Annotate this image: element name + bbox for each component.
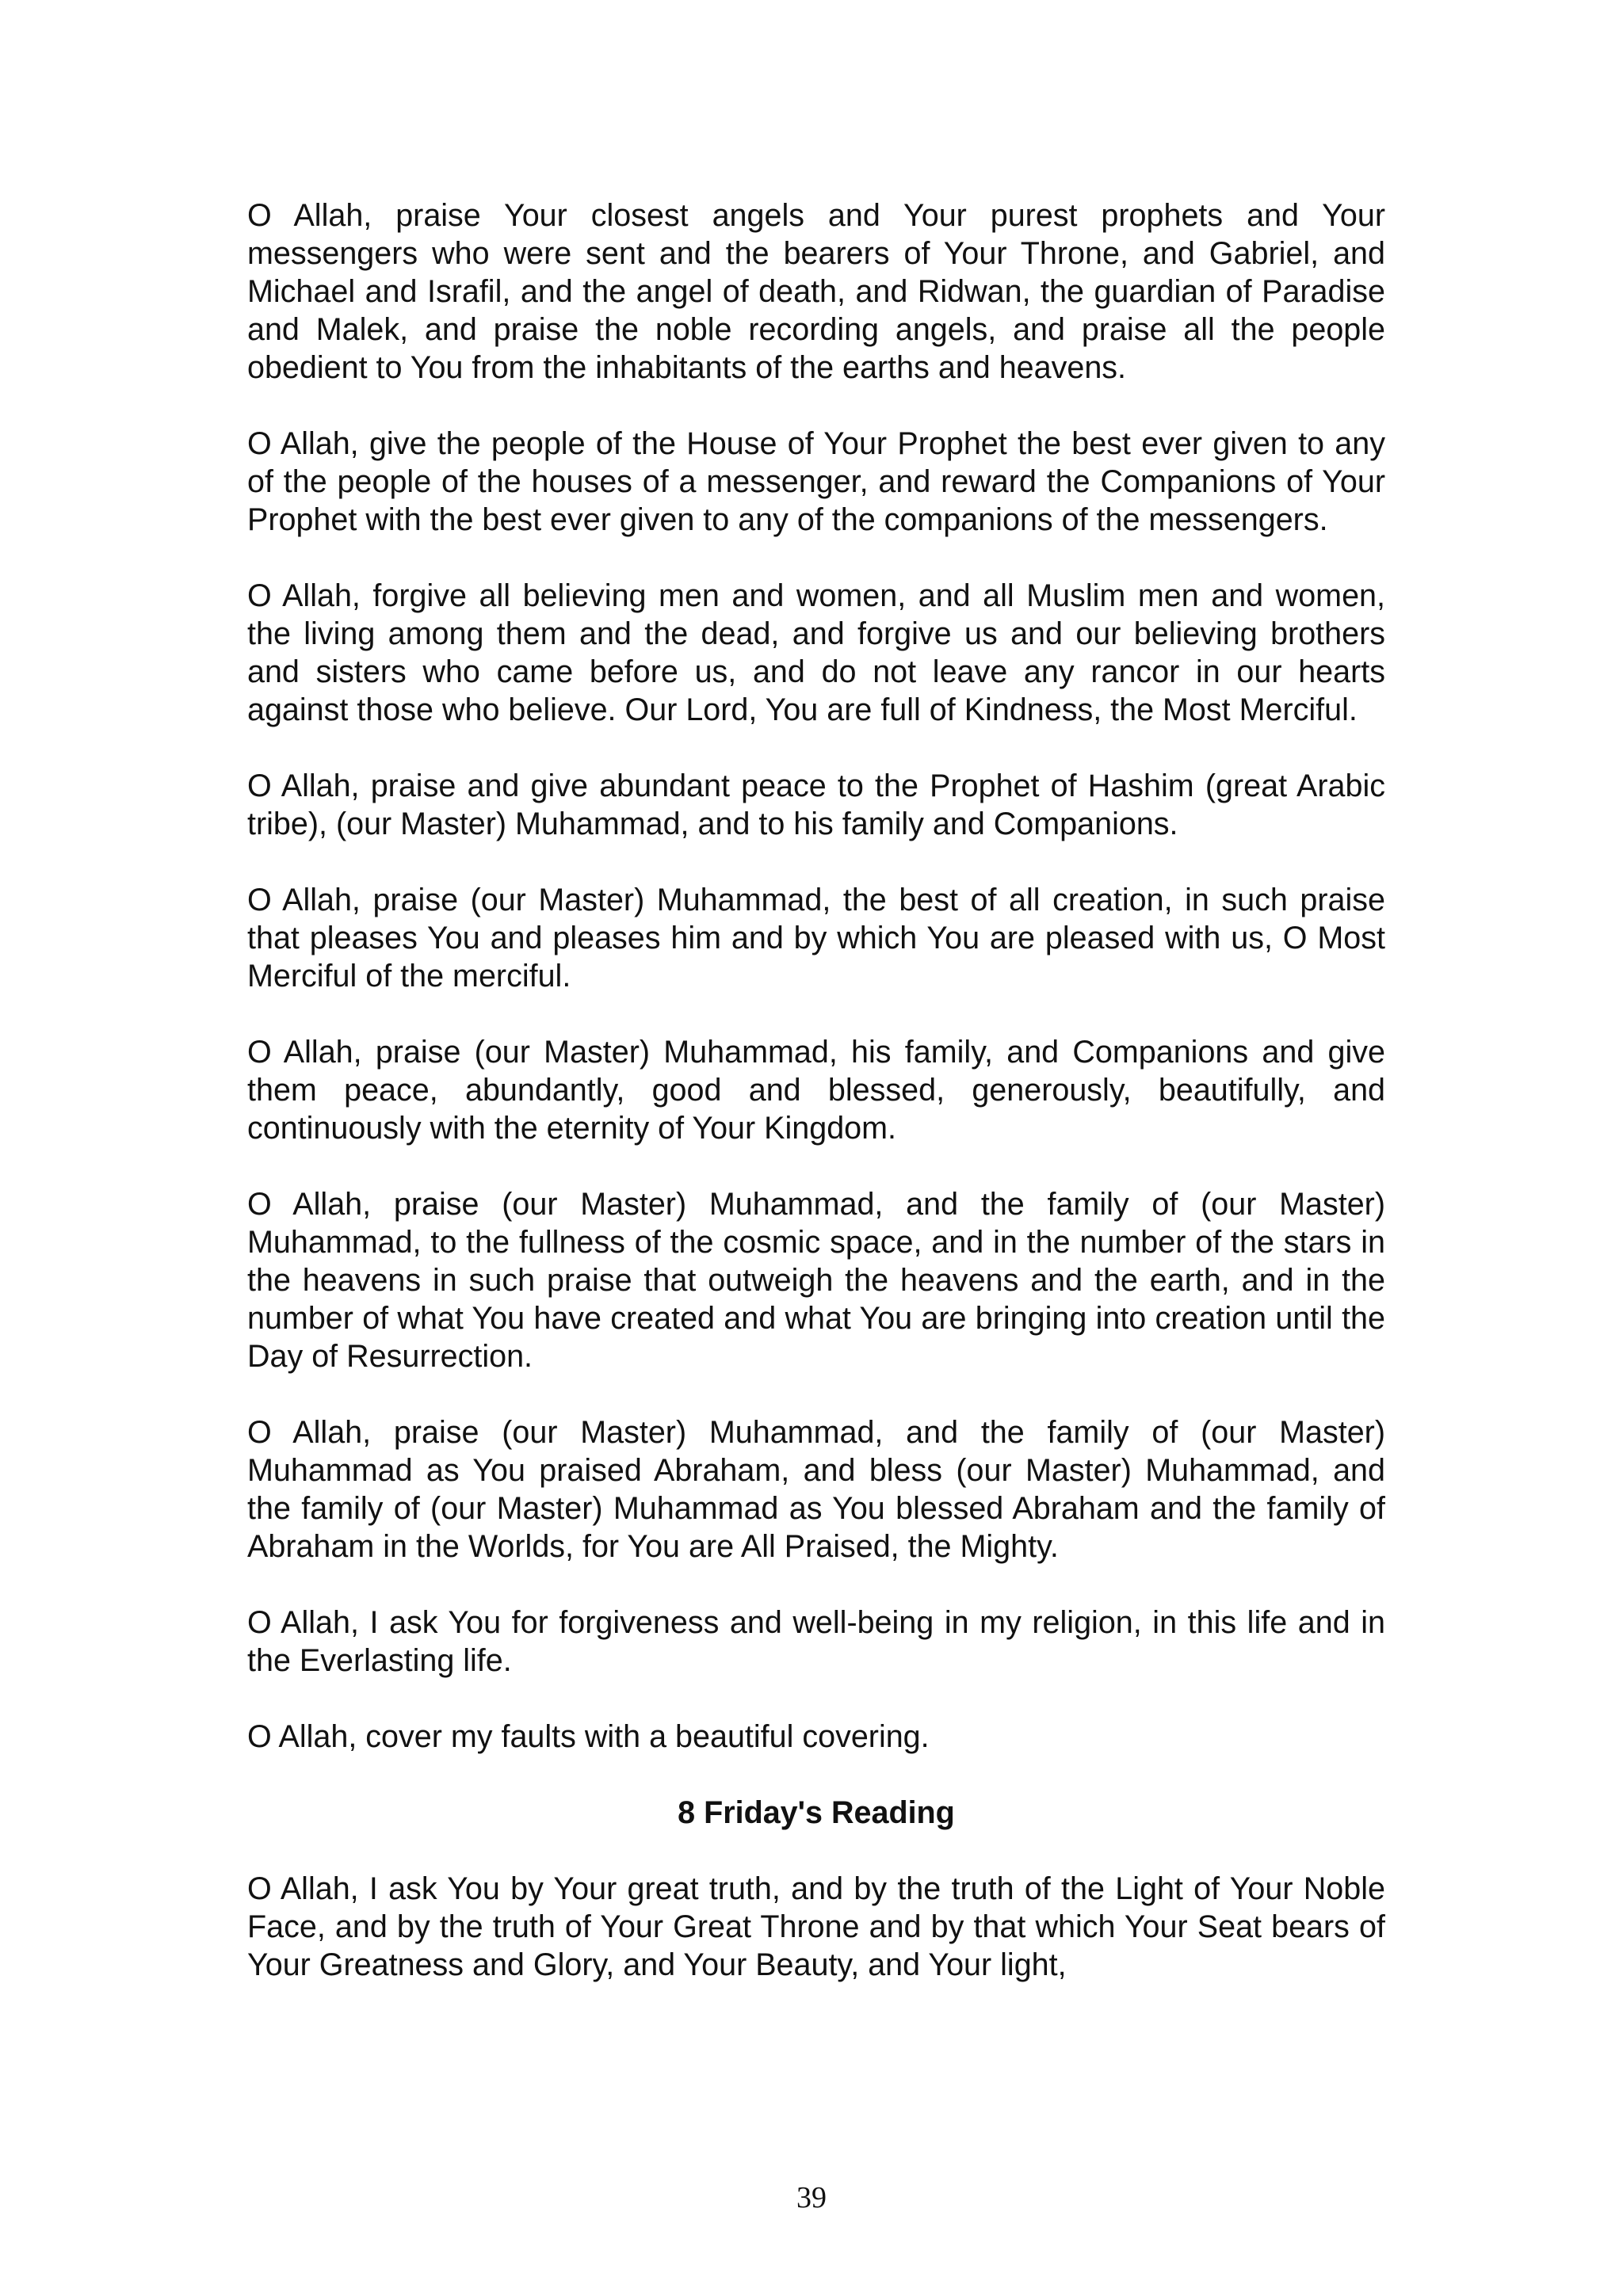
paragraph-companions-peace: O Allah, praise (our Master) Muhammad, his family, and Companions and give them peace, abundantly, good and blessed, generously, beautifully, and continuously with the eternity of Your Kingdom. bbox=[247, 1035, 1385, 1146]
paragraph-forgiveness-believers: O Allah, forgive all believing men and women, and all Muslim men and women, the living among them and the dead, and forgive us and our believing brothers and sisters who came before us, and do not leave any rancor in our hearts against those who believe. Our Lord, You are full of Kindness, the Most Merciful. bbox=[247, 578, 1385, 727]
section-heading: 8 Friday's Reading bbox=[678, 1795, 955, 1830]
paragraph-prophet-hashim: O Allah, praise and give abundant peace to the Prophet of Hashim (great Arabic tribe), (our Master) Muhammad, and to his family and Companions. bbox=[247, 769, 1385, 841]
paragraph-abraham-praise: O Allah, praise (our Master) Muhammad, and the family of (our Master) Muhammad as You praised Abraham, and bless (our Master) Muhammad, and the family of (our Master) Muhammad as You blessed Abraham and the family of Abraham in the Worlds, for You are All Praised, the Mighty. bbox=[247, 1415, 1385, 1564]
paragraph-great-truth: O Allah, I ask You by Your great truth, and by the truth of the Light of Your Noble Face, and by the truth of Your Great Throne and by that which Your Seat bears of Your Greatness and Glory, and Your Beauty, and Your light, bbox=[247, 1871, 1385, 1982]
paragraph-cosmic-space: O Allah, praise (our Master) Muhammad, and the family of (our Master) Muhammad, to the fullness of the cosmic space, and in the number of the stars in the heavens in such praise that outweigh the heavens and the earth, and in the number of what You have created and what You are bringing into creation until the Day of Resurrection. bbox=[247, 1187, 1385, 1374]
paragraph-angels-prayer: O Allah, praise Your closest angels and Your purest prophets and Your messengers who were sent and the bearers of Your Throne, and Gabriel, and Michael and Israfil, and the angel of death, and Ridwan, the guardian of Paradise and Malek, and praise the noble recording angels, and praise all the people obedient to You from the inhabitants of the earths and heavens. bbox=[247, 198, 1385, 385]
paragraph-prophet-house-prayer: O Allah, give the people of the House of Your Prophet the best ever given to any of the people of the houses of a messenger, and reward the Companions of Your Prophet with the best ever given to any of the companions of the messengers. bbox=[247, 426, 1385, 537]
page-number: 39 bbox=[796, 2181, 827, 2214]
paragraph-cover-faults: O Allah, cover my faults with a beautiful covering. bbox=[247, 1719, 930, 1754]
paragraph-forgiveness-wellbeing: O Allah, I ask You for forgiveness and well-being in my religion, in this life and in the Everlasting life. bbox=[247, 1605, 1385, 1678]
document-page bbox=[247, 196, 1385, 2022]
paragraph-best-of-creation: O Allah, praise (our Master) Muhammad, the best of all creation, in such praise that pleases You and pleases him and by which You are pleased with us, O Most Merciful of the merciful. bbox=[247, 883, 1385, 994]
